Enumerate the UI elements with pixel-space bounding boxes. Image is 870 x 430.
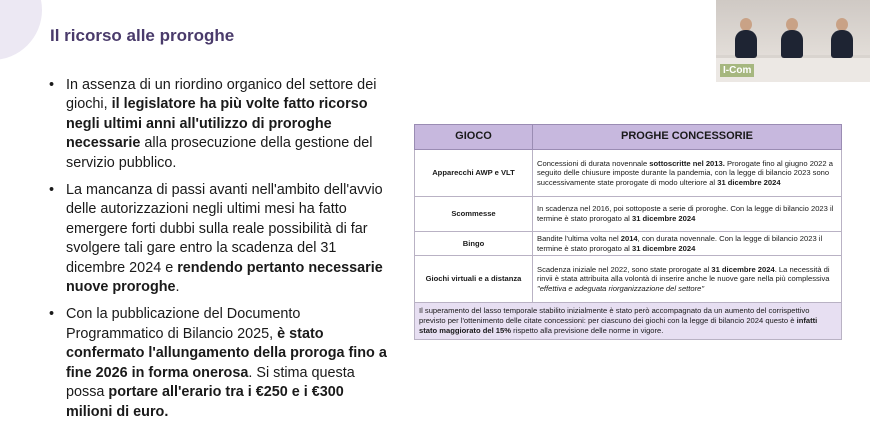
bullet-dot-icon: • <box>49 77 55 93</box>
table-cell-game: Bingo <box>415 232 533 256</box>
table-cell-game: Apparecchi AWP e VLT <box>415 150 533 197</box>
table-row <box>415 232 842 256</box>
decorative-arc <box>0 0 42 60</box>
bullet-list <box>45 76 390 430</box>
table-cell-desc: Concessioni di durata novennale sottoscritte nel 2013. Prorogate fino al giugno 2022 a seguito delle chiusure imposte durante la pandemia, con la legge di bilancio 2023 sono successivamente state prorogate di modo ulteriore al 31 dicembre 2024 <box>533 150 842 197</box>
bullet-dot-icon: • <box>49 306 55 323</box>
table-note: Il superamento del lasso temporale stabilito inizialmente è stato però accompagnato da un aumento del corrispettivo previsto per l'ottenimento delle citate concessioni: per ciascuno dei giochi con la legge di bilancio 2024 questo è infatti stato maggiorato del 15% rispetto alla previsione delle norme in vigore. <box>415 303 842 340</box>
concessions-table <box>414 124 842 340</box>
bullet-dot-icon: • <box>49 182 55 199</box>
table-cell-desc: Scadenza iniziale nel 2022, sono state prorogate al 31 dicembre 2024. La necessità di rinvii è stata attribuita alla volontà di inserire anche le nuove gare nella più complessiva "effettiva e adeguata riorganizzazione del settore" <box>533 256 842 303</box>
bullet-item: • Con la pubblicazione del Documento Programmatico di Bilancio 2025, è stato confermato l'allungamento della proroga fino a fine 2026 in forma onerosa. Si stima questa possa portare all'erario tra i €250 e i €300 milioni di euro. <box>49 306 387 420</box>
table-cell-desc: In scadenza nel 2016, poi sottoposte a serie di proroghe. Con la legge di bilancio 2023 il termine è stato prorogato al 31 dicembre 2024 <box>533 197 842 232</box>
table-note-row <box>415 303 842 340</box>
bullet-item: • In assenza di un riordino organico del settore dei giochi, il legislatore ha più volte fatto ricorso negli ultimi anni all'utilizzo di proroghe necessarie alla prosecuzione della gestione del servizio pubblico. <box>49 77 377 171</box>
bullet-item: • La mancanza di passi avanti nell'ambito dell'avvio delle autorizzazioni negli ultimi mesi ha fatto emergere forti dubbi sulla reale possibilità di far svolgere tali gare entro la scadenza del 31 dicembre 2024 e rendendo pertanto necessarie nuove proroghe. <box>49 182 383 296</box>
table-cell-desc: Bandite l'ultima volta nel 2014, con durata novennale. Con la legge di bilancio 2023 il termine è stato prorogato al 31 dicembre 2024 <box>533 232 842 256</box>
video-feed <box>716 0 870 82</box>
table-cell-game: Giochi virtuali e a distanza <box>415 256 533 303</box>
video-logo: I-Com <box>720 64 754 77</box>
table-cell-game: Scommesse <box>415 197 533 232</box>
table-row <box>415 256 842 303</box>
header-gioco: GIOCO <box>415 125 533 150</box>
slide-title: Il ricorso alle proroghe <box>50 26 235 45</box>
table-row <box>415 150 842 197</box>
header-proroghe: PROGHE CONCESSORIE <box>533 125 842 150</box>
table-header-row <box>415 125 842 150</box>
table-row <box>415 197 842 232</box>
